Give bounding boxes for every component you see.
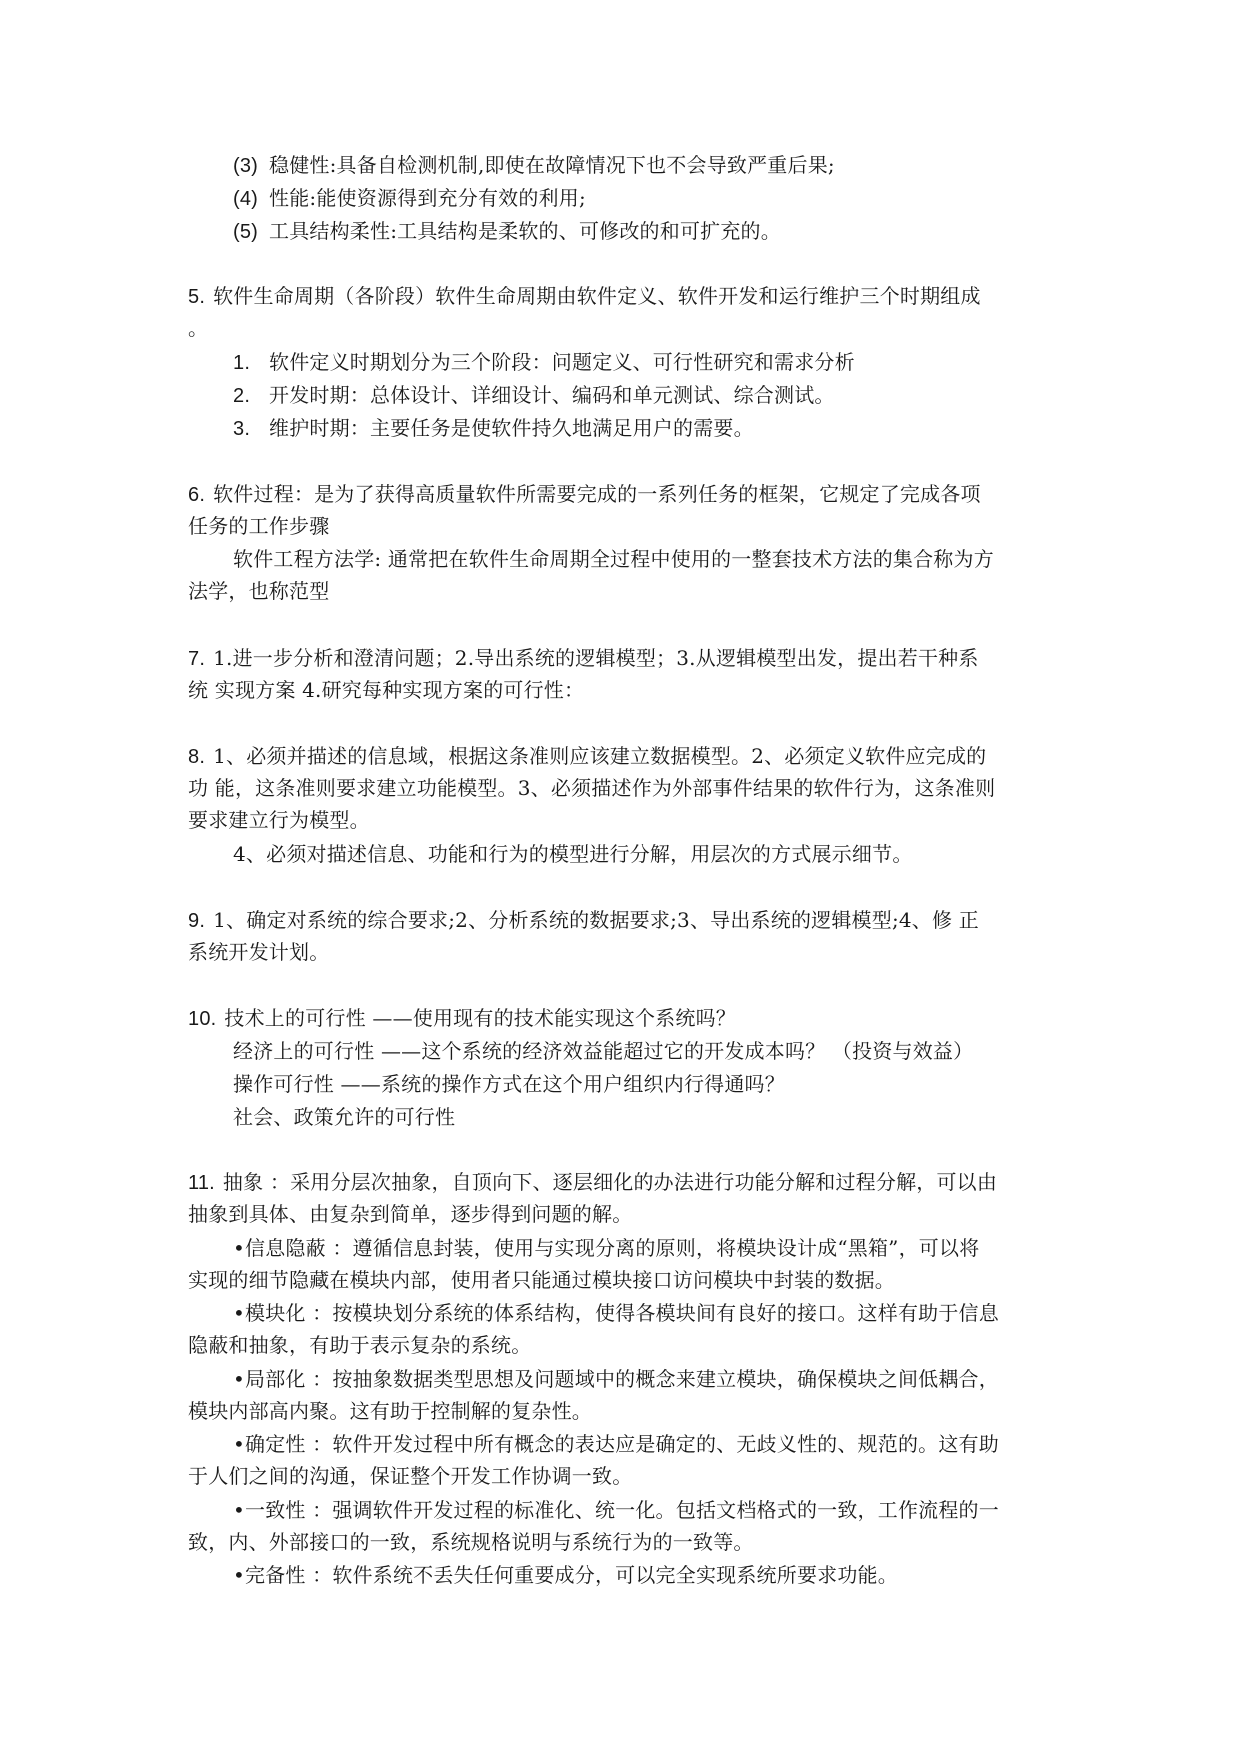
section-10-line: 社会、政策允许的可行性 [233, 1105, 456, 1129]
bullet-item-cont: 隐蔽和抽象，有助于表示复杂的系统。 [188, 1333, 532, 1357]
section-9-line: 系统开发计划。 [188, 940, 330, 964]
list-item [233, 182, 586, 215]
section-10-line: 经济上的可行性 ——这个系统的经济效益能超过它的开发成本吗？ （投资与效益） [233, 1039, 974, 1063]
section-number: 11. [188, 1172, 215, 1194]
section-5-line [188, 280, 981, 313]
section-6-line [188, 478, 981, 511]
list-item [233, 379, 835, 412]
section-text: 软件生命周期（各阶段）软件生命周期由软件定义、软件开发和运行维护三个时期组成 [213, 284, 981, 308]
item-number: (4) [233, 188, 259, 210]
section-text: 1、必须并描述的信息域，根据这条准则应该建立数据模型。2、必须定义软件应完成的 [213, 744, 987, 768]
bullet-item-cont: 致，内、外部接口的一致，系统规格说明与系统行为的一致等。 [188, 1530, 754, 1554]
section-number: 7. [188, 648, 206, 670]
item-number: (5) [233, 221, 259, 243]
bullet-item: •完备性 ：软件系统不丢失任何重要成分，可以完全实现系统所要求功能。 [233, 1563, 898, 1587]
section-6-line: 任务的工作步骤 [188, 514, 330, 538]
item-text: 性能:能使资源得到充分有效的利用; [269, 186, 586, 210]
section-text: 技术上的可行性 ——使用现有的技术能实现这个系统吗？ [224, 1006, 736, 1030]
section-8-line: 要求建立行为模型。 [188, 808, 370, 832]
section-9-line [188, 904, 979, 937]
section-8-line: 功 能，这条准则要求建立功能模型。3、必须描述作为外部事件结果的软件行为，这条准则 [188, 776, 996, 800]
section-8-line [188, 740, 986, 773]
section-number: 5. [188, 286, 206, 308]
bullet-item-cont: 模块内部高内聚。这有助于控制解的复杂性。 [188, 1399, 592, 1423]
section-11-line: 抽象到具体、由复杂到简单，逐步得到问题的解。 [188, 1202, 633, 1226]
section-number: 9. [188, 910, 206, 932]
bullet-item: •模块化 ：按模块划分系统的体系结构，使得各模块间有良好的接口。这样有助于信息 [233, 1301, 999, 1325]
section-5-line: 。 [188, 316, 209, 340]
section-7-line: 统 实现方案 4.研究每种实现方案的可行性： [188, 678, 585, 702]
section-number: 10. [188, 1008, 217, 1030]
item-text: 工具结构柔性:工具结构是柔软的、可修改的和可扩充的。 [269, 219, 781, 243]
item-number: (3) [233, 155, 259, 177]
section-text: 1.进一步分析和澄清问题；2.导出系统的逻辑模型；3.从逻辑模型出发，提出若干种系 [213, 646, 979, 670]
section-number: 8. [188, 746, 206, 768]
section-text: 抽象 ：采用分层次抽象，自顶向下、逐层细化的办法进行功能分解和过程分解，可以由 [222, 1170, 998, 1194]
list-item [233, 412, 754, 445]
bullet-item: •确定性 ：软件开发过程中所有概念的表达应是确定的、无歧义性的、规范的。这有助 [233, 1432, 999, 1456]
bullet-item-cont: 实现的细节隐藏在模块内部，使用者只能通过模块接口访问模块中封装的数据。 [188, 1268, 895, 1292]
section-number: 6. [188, 484, 206, 506]
item-text: 稳健性:具备自检测机制,即使在故障情况下也不会导致严重后果; [269, 153, 835, 177]
section-10-line: 操作可行性 ——系统的操作方式在这个用户组织内行得通吗？ [233, 1072, 785, 1096]
item-number: 3. [233, 418, 251, 440]
item-number: 1. [233, 352, 251, 374]
section-11-line [188, 1166, 997, 1199]
item-text: 开发时期：总体设计、详细设计、编码和单元测试、综合测试。 [269, 383, 835, 407]
section-text: 软件过程：是为了获得高质量软件所需要完成的一系列任务的框架，它规定了完成各项 [213, 482, 981, 506]
list-item [233, 215, 781, 248]
bullet-item: •局部化 ：按抽象数据类型思想及问题域中的概念来建立模块，确保模块之间低耦合， [233, 1367, 999, 1391]
section-8-line: 4、必须对描述信息、功能和行为的模型进行分解，用层次的方式展示细节。 [233, 842, 913, 866]
section-text: 1、确定对系统的综合要求;2、分析系统的数据要求;3、导出系统的逻辑模型;4、修 正 [213, 908, 979, 932]
bullet-item: •一致性 ：强调软件开发过程的标准化、统一化。包括文档格式的一致，工作流程的一 [233, 1498, 999, 1522]
section-6-line: 软件工程方法学: 通常把在软件生命周期全过程中使用的一整套技术方法的集合称为方 [233, 547, 994, 571]
section-10-line [188, 1002, 736, 1035]
item-number: 2. [233, 385, 251, 407]
item-text: 软件定义时期划分为三个阶段：问题定义、可行性研究和需求分析 [269, 350, 855, 374]
list-item [233, 149, 835, 182]
list-item [233, 346, 855, 379]
item-text: 维护时期：主要任务是使软件持久地满足用户的需要。 [269, 416, 754, 440]
section-7-line [188, 642, 979, 675]
bullet-item-cont: 于人们之间的沟通，保证整个开发工作协调一致。 [188, 1464, 633, 1488]
section-6-line: 法学，也称范型 [188, 579, 330, 603]
bullet-item: •信息隐蔽 ：遵循信息封装，使用与实现分离的原则，将模块设计成“黑箱”，可以将 [233, 1236, 980, 1260]
